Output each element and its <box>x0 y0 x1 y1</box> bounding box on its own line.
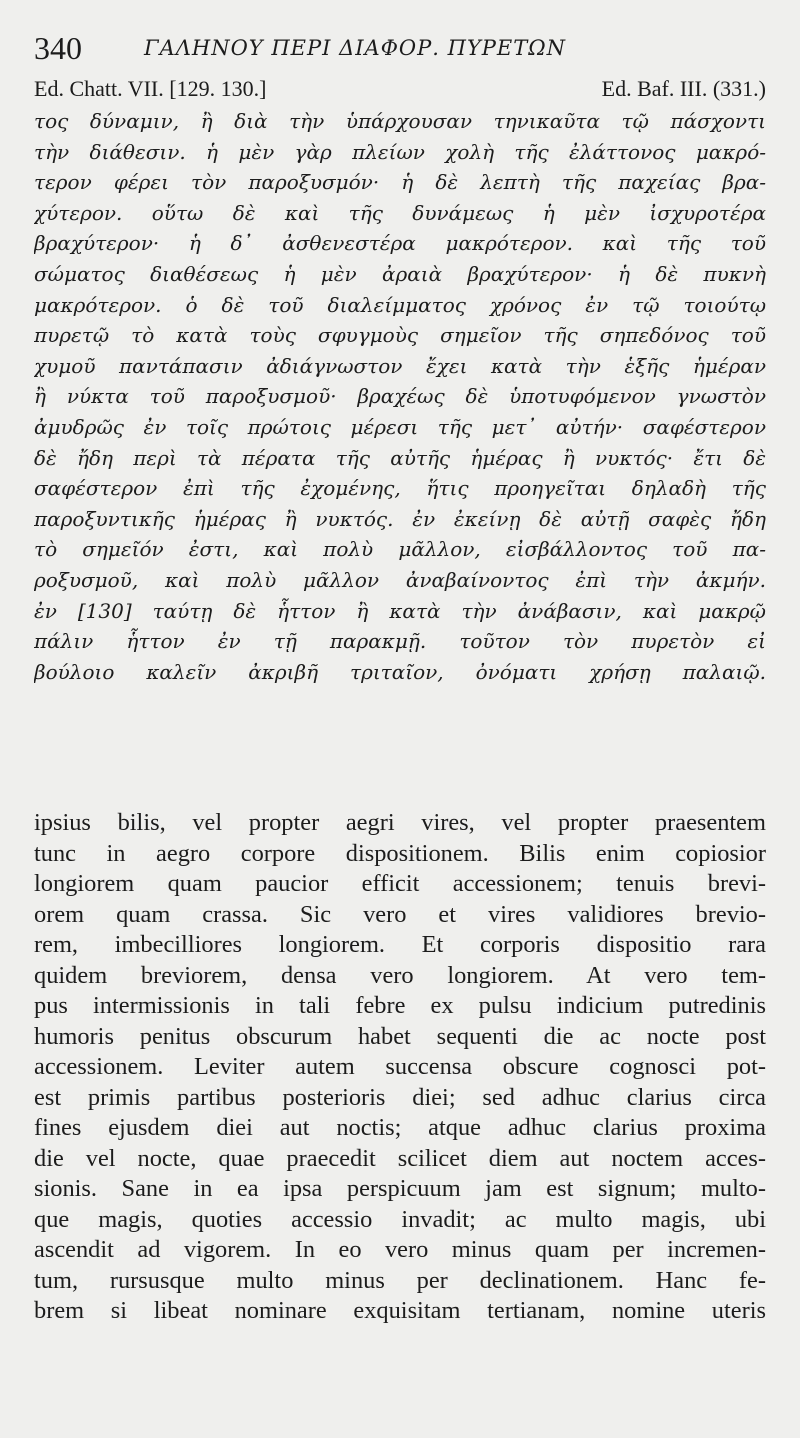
text-line: humoris penitus obscurum habet sequenti die ac nocte post <box>34 1022 766 1050</box>
section-gap <box>34 786 766 806</box>
page-header <box>34 28 774 68</box>
text-line: ἢ νύκτα τοῦ παροξυσμοῦ· βραχέως δὲ ὑποτυφόμενον γνωστὸν <box>34 384 766 409</box>
edition-reference-line <box>34 74 766 104</box>
text-line: quidem breviorem, densa vero longiorem. At vero tem- <box>34 961 766 989</box>
text-line: σαφέστερον ἐπὶ τῆς ἐχομένης, ἥτις προηγεῖται δηλαδὴ τῆς <box>34 476 766 501</box>
text-line: ipsius bilis, vel propter aegri vires, vel propter praesentem <box>34 809 766 836</box>
text-line: δὲ ἤδη περὶ τὰ πέρατα τῆς αὐτῆς ἡμέρας ἢ νυκτός· ἔτι δὲ <box>34 445 766 470</box>
text-line: brem si libeat nominare exquisitam tertianam, nomine uteris <box>34 1297 766 1324</box>
text-line: παροξυντικῆς ἡμέρας ἢ νυκτός. ἐν ἐκείνῃ δὲ αὐτῇ σαφὲς ἤδη <box>34 506 766 531</box>
edition-right: Ed. Baf. III. (331.) <box>601 76 766 101</box>
text-line: βραχύτερον· ἡ δ᾽ ἀσθενεστέρα μακρότερον. καὶ τῆς τοῦ <box>34 231 766 256</box>
page-number: 340 <box>34 30 82 66</box>
text-line: que magis, quoties accessio invadit; ac multo magis, ubi <box>34 1205 766 1233</box>
text-line: pus intermissionis in tali febre ex pulsu indicium putredinis <box>34 992 766 1019</box>
text-line: τερον φέρει τὸν παροξυσμόν· ἡ δὲ λεπτὴ τῆς παχείας βρα- <box>34 170 766 195</box>
text-line: rem, imbecilliores longiorem. Et corporis dispositio rara <box>34 931 766 958</box>
text-line: longiorem quam paucior efficit accessionem; tenuis brevi- <box>34 870 766 897</box>
greek-text-block <box>34 106 766 687</box>
text-line: orem quam crassa. Sic vero et vires validiores brevio- <box>34 900 766 928</box>
text-line: ροξυσμοῦ, καὶ πολὺ μᾶλλον ἀναβαίνοντος ἐπὶ τὴν ἀκμήν. <box>34 567 766 592</box>
text-line: accessionem. Leviter autem succensa obscure cognosci pot- <box>34 1053 766 1080</box>
edition-left: Ed. Chatt. VII. [129. 130.] <box>34 76 267 101</box>
running-title: ΓΑΛΗΝΟΥ ΠΕΡΙ ΔΙΑΦΟΡ. ΠΥΡΕΤΩΝ <box>144 36 567 60</box>
text-line: est primis partibus posterioris diei; sed adhuc clarius circa <box>34 1083 766 1111</box>
text-line: βούλοιο καλεῖν ἀκριβῆ τριταῖον, ὀνόματι χρήσῃ παλαιῷ. <box>34 659 766 684</box>
latin-text-block <box>34 808 766 1327</box>
text-line: ἀμυδρῶς ἐν τοῖς πρώτοις μέρεσι τῆς μετ᾽ αὐτήν· σαφέστερον <box>34 414 766 439</box>
text-line: sionis. Sane in ea ipsa perspicuum jam est signum; multo- <box>34 1175 766 1202</box>
text-line: τος δύναμιν, ἢ διὰ τὴν ὑπάρχουσαν τηνικαῦτα τῷ πάσχοντι <box>34 109 766 133</box>
text-line: ἐν [130] ταύτῃ δὲ ἧττον ἢ κατὰ τὴν ἀνάβασιν, καὶ μακρῷ <box>34 598 766 623</box>
text-line: τὸ σημεῖόν ἐστι, καὶ πολὺ μᾶλλον, εἰσβάλλοντος τοῦ πα- <box>34 537 766 562</box>
text-line: fines ejusdem diei aut noctis; atque adhuc clarius proxima <box>34 1114 766 1141</box>
text-line: tunc in aegro corpore dispositionem. Bilis enim copiosior <box>34 839 766 867</box>
text-line: χύτερον. οὕτω δὲ καὶ τῆς δυνάμεως ἡ μὲν ἰσχυροτέρα <box>34 200 766 225</box>
text-line: μακρότερον. ὁ δὲ τοῦ διαλείμματος χρόνος ἐν τῷ τοιούτῳ <box>34 292 766 317</box>
text-line: ascendit ad vigorem. In eo vero minus quam per incremen- <box>34 1236 766 1263</box>
text-line: τὴν διάθεσιν. ἡ μὲν γὰρ πλείων χολὴ τῆς ἐλάττονος μακρό- <box>34 139 766 164</box>
text-line: πάλιν ἧττον ἐν τῇ παρακμῇ. τοῦτον τὸν πυρετὸν εἰ <box>34 629 766 654</box>
text-line: σώματος διαθέσεως ἡ μὲν ἀραιὰ βραχύτερον· ἡ δὲ πυκνὴ <box>34 261 766 286</box>
text-line: χυμοῦ παντάπασιν ἀδιάγνωστον ἔχει κατὰ τὴν ἑξῆς ἡμέραν <box>34 353 766 378</box>
text-line: tum, rursusque multo minus per declinationem. Hanc fe- <box>34 1266 766 1294</box>
text-line: πυρετῷ τὸ κατὰ τοὺς σφυγμοὺς σημεῖον τῆς σηπεδόνος τοῦ <box>34 323 766 348</box>
text-line: die vel nocte, quae praecedit scilicet diem aut noctem acces- <box>34 1144 766 1172</box>
